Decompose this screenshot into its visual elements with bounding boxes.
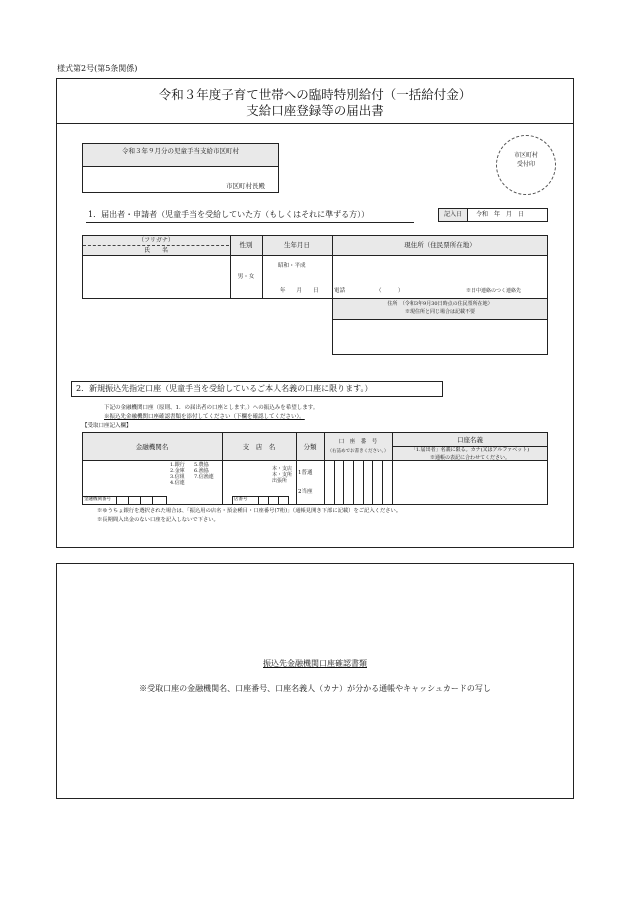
residence-label: 住所 （令和3年9月30日時点の住民票所在地） xyxy=(387,301,493,307)
col-line xyxy=(296,432,297,505)
account-number-note: （右詰めでお書きください。） xyxy=(327,449,389,454)
section2-note2: ※振込先金融機関口座確認書類を添付してください（下欄を確認してください）。 xyxy=(104,414,305,420)
title-divider xyxy=(56,123,574,124)
form-subtitle: 支給口座登録等の届出書 xyxy=(246,103,384,118)
entry-date-label: 記入日 xyxy=(443,211,462,218)
bank-code-input[interactable] xyxy=(117,497,165,505)
entry-date-value: 令和 年 月 日 xyxy=(476,211,525,218)
branch-type-option[interactable]: 本・支所 xyxy=(272,472,293,478)
bank-code-label: 金融機関番号 xyxy=(84,497,111,502)
residence-note: ※現住所と同じ場合は記載不要 xyxy=(404,309,475,315)
furigana-label: （フリガナ） xyxy=(138,237,174,244)
form-title: 令和３年度子育て世帯への臨時特別給付（一括給付金） xyxy=(158,87,472,102)
bank-type-option[interactable]: 3.信組 xyxy=(170,474,185,480)
birth-ymd[interactable]: 年 月 日 xyxy=(280,288,319,294)
addressee-line2: 市区町村長殿 xyxy=(226,182,265,190)
daytime-contact: ※日中連絡のつく連絡先 xyxy=(466,288,522,294)
birth-era[interactable]: 昭和・平成 xyxy=(278,263,306,269)
account-holder-input[interactable] xyxy=(393,461,547,504)
bank-type-option[interactable]: 7.信漁連 xyxy=(194,474,214,480)
bank-type-option[interactable]: 5.農協 xyxy=(194,462,209,468)
account-holder-note1: 「1.届出者」名義に限る。カナ(又はアルファベット) xyxy=(410,447,530,453)
bank-type-option[interactable]: 1.銀行 xyxy=(170,462,185,468)
branch-type-option[interactable]: 本・支店 xyxy=(272,466,293,472)
name-label: 氏 名 xyxy=(143,247,168,254)
category-option[interactable]: 1普通 xyxy=(298,470,313,476)
category-header: 分類 xyxy=(303,443,317,451)
form-number: 様式第2号(第5条関係) xyxy=(57,64,138,73)
furigana-divider xyxy=(83,245,229,246)
attachment-area[interactable] xyxy=(56,563,574,799)
addressee-line1: 令和３年９月分の児童手当支給市区町村 xyxy=(122,147,239,155)
branch-code-input[interactable] xyxy=(259,497,287,505)
code-divider xyxy=(166,496,167,505)
attachment-title: 振込先金融機関口座確認書類 xyxy=(263,659,367,668)
account-number-input[interactable] xyxy=(325,461,392,504)
phone-label: 電話 xyxy=(334,288,346,294)
residence-input[interactable] xyxy=(333,320,547,354)
attachment-note: ※受取口座の金融機関名、口座番号、口座名義人（カナ）が分かる通帳やキャッシュカードの写し xyxy=(139,684,491,693)
account-number-header: 口 座 番 号 xyxy=(338,439,378,445)
bank-name-header: 金融機関名 xyxy=(135,443,169,451)
code-divider xyxy=(288,496,289,505)
branch-name-header: 支 店 名 xyxy=(242,443,276,451)
gender-value[interactable]: 男・女 xyxy=(237,274,255,280)
stamp-line2: 受付印 xyxy=(516,161,535,168)
section2-heading: 2．新規振込先指定口座（児童手当を受給しているご本人名義の口座に限ります。） xyxy=(76,384,373,393)
gender-label: 性別 xyxy=(239,241,253,249)
address-label: 現住所（住民票所在地） xyxy=(404,241,476,249)
branch-code-label: 店番号 xyxy=(234,497,248,502)
address-input[interactable] xyxy=(333,256,547,286)
footnote-yucho: ※ゆうちょ銀行を選択された場合は、「振込用の店名・預金種目・口座番号(7桁)」（通帳見開き下部に記載）をご記入ください。 xyxy=(97,508,402,514)
bank-type-option[interactable]: 4.信連 xyxy=(170,480,185,486)
code-divider xyxy=(232,496,233,505)
bank-type-option[interactable]: 2.金庫 xyxy=(170,468,185,474)
entry-label: 【受取口座記入欄】 xyxy=(82,423,132,429)
section1-heading: 1．届出者・申請者（児童手当を受給していた方（もしくはそれに準ずる方）） xyxy=(88,210,370,219)
birth-label: 生年月日 xyxy=(284,241,310,249)
account-holder-note2: ※通帳の表記に合わせてください。 xyxy=(429,455,510,461)
col-line xyxy=(222,432,223,505)
bank-type-option[interactable]: 6.漁協 xyxy=(194,468,209,474)
section1-underline xyxy=(86,222,414,223)
stamp-line1: 市区町村 xyxy=(513,152,538,159)
branch-type-option[interactable]: 出張所 xyxy=(272,478,288,484)
footnote-dormant: ※長期間入出金のない口座を記入しないで下さい。 xyxy=(97,517,219,523)
category-option[interactable]: 2当座 xyxy=(298,489,313,495)
name-input[interactable] xyxy=(83,256,229,298)
account-holder-header: 口座名義 xyxy=(457,436,483,444)
phone-input[interactable]: （ ） xyxy=(376,288,404,294)
section2-note1: 下記の金融機関口座（原則、1．の届出者の口座とします。）への振込みを希望します。 xyxy=(104,405,319,411)
